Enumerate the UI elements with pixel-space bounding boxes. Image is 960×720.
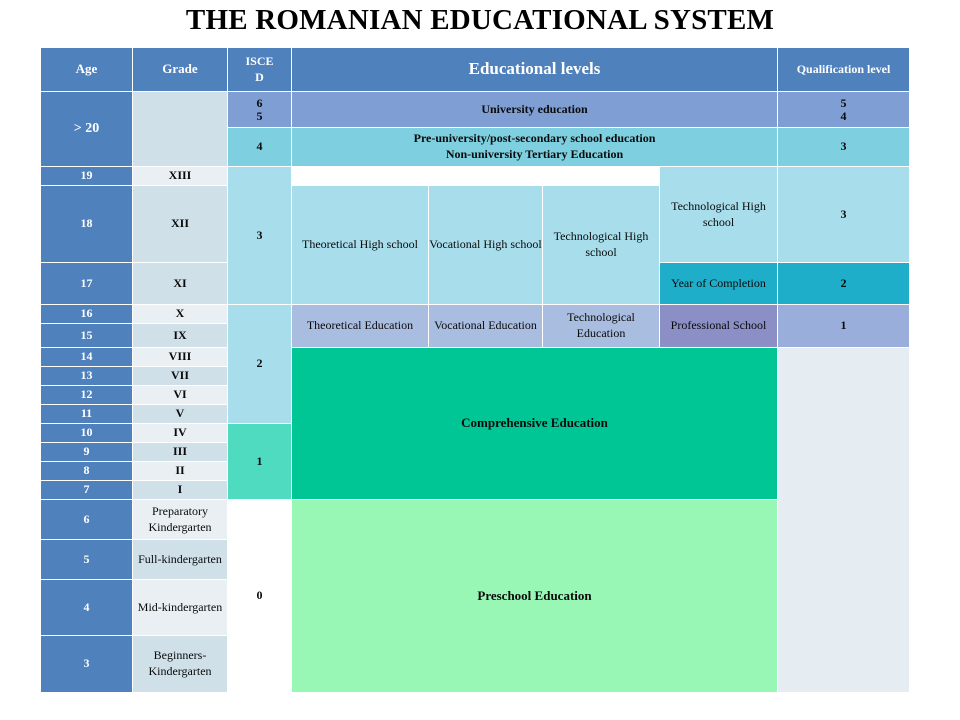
header-educational-levels: Educational levels xyxy=(292,48,778,92)
age-4: 4 xyxy=(41,580,133,636)
age-6: 6 xyxy=(41,500,133,540)
qual-lower-secondary: 1 xyxy=(778,305,910,348)
header-isced-line1: ISCE xyxy=(245,53,274,68)
age-14: 14 xyxy=(41,348,133,367)
header-qualification-level: Qualification level xyxy=(778,48,910,92)
age-over-20: > 20 xyxy=(41,92,133,167)
grade-full-kindergarten: Full-kindergarten xyxy=(133,540,228,580)
row-age-19 xyxy=(41,167,910,186)
qual-5: 5 xyxy=(840,95,847,110)
isced-5: 5 xyxy=(256,108,263,123)
year-of-completion: Year of Completion xyxy=(660,263,778,305)
grade-XII: XII xyxy=(133,186,228,263)
vocational-education: Vocational Education xyxy=(429,305,543,348)
header-isced xyxy=(228,48,292,92)
grade-I: I xyxy=(133,481,228,500)
preschool-education: Preschool Education xyxy=(292,500,778,693)
technological-high-school-right: Technological High school xyxy=(660,167,778,263)
age-15: 15 xyxy=(41,324,133,348)
isced-2: 2 xyxy=(228,305,292,424)
qual-5-4 xyxy=(778,92,910,128)
isced-0: 0 xyxy=(228,500,292,693)
grade-preparatory-kindergarten: Preparatory Kindergarten xyxy=(133,500,228,540)
age-16: 16 xyxy=(41,305,133,324)
qual-high-school: 3 xyxy=(778,167,910,263)
isced-1: 1 xyxy=(228,424,292,500)
age-8: 8 xyxy=(41,462,133,481)
grade-XI: XI xyxy=(133,263,228,305)
grade-mid-kindergarten: Mid-kindergarten xyxy=(133,580,228,636)
header-isced-line2: D xyxy=(255,69,264,84)
post-secondary-education xyxy=(292,128,778,167)
university-education: University education xyxy=(292,92,778,128)
qual-year-of-completion: 2 xyxy=(778,263,910,305)
theoretical-high-school: Theoretical High school xyxy=(292,186,429,305)
row-university xyxy=(41,92,910,128)
header-age: Age xyxy=(41,48,133,92)
vocational-high-school: Vocational High school xyxy=(429,186,543,305)
row-age-14 xyxy=(41,348,910,367)
grade-beginners-kindergarten: Beginners-Kindergarten xyxy=(133,636,228,693)
theoretical-education: Theoretical Education xyxy=(292,305,429,348)
row-age-16 xyxy=(41,305,910,324)
grade-VII: VII xyxy=(133,367,228,386)
header-row xyxy=(41,48,910,92)
age-10: 10 xyxy=(41,424,133,443)
grade-empty-tertiary xyxy=(133,92,228,167)
qual-4: 4 xyxy=(840,108,847,123)
grade-V: V xyxy=(133,405,228,424)
age-12: 12 xyxy=(41,386,133,405)
empty-grade-13-cell xyxy=(292,167,660,186)
grade-IX: IX xyxy=(133,324,228,348)
pre-university-label: Pre-university/post-secondary school education xyxy=(413,131,656,146)
isced-4: 4 xyxy=(228,128,292,167)
age-19: 19 xyxy=(41,167,133,186)
non-university-label: Non-university Tertiary Education xyxy=(445,147,624,161)
age-18: 18 xyxy=(41,186,133,263)
isced-3: 3 xyxy=(228,167,292,305)
age-9: 9 xyxy=(41,443,133,462)
qual-post-secondary: 3 xyxy=(778,128,910,167)
professional-school: Professional School xyxy=(660,305,778,348)
isced-6: 6 xyxy=(256,95,263,110)
grade-XIII: XIII xyxy=(133,167,228,186)
age-3: 3 xyxy=(41,636,133,693)
qual-empty-lower xyxy=(778,348,910,693)
age-11: 11 xyxy=(41,405,133,424)
age-13: 13 xyxy=(41,367,133,386)
header-grade: Grade xyxy=(133,48,228,92)
technological-high-school: Technological High school xyxy=(543,186,660,305)
grade-VI: VI xyxy=(133,386,228,405)
age-7: 7 xyxy=(41,481,133,500)
grade-IV: IV xyxy=(133,424,228,443)
age-17: 17 xyxy=(41,263,133,305)
grade-II: II xyxy=(133,462,228,481)
education-system-table xyxy=(40,47,910,693)
grade-VIII: VIII xyxy=(133,348,228,367)
age-5: 5 xyxy=(41,540,133,580)
technological-education: Technological Education xyxy=(543,305,660,348)
page-title: THE ROMANIAN EDUCATIONAL SYSTEM xyxy=(185,4,775,36)
grade-III: III xyxy=(133,443,228,462)
comprehensive-education: Comprehensive Education xyxy=(292,348,778,500)
isced-6-5 xyxy=(228,92,292,128)
grade-X: X xyxy=(133,305,228,324)
